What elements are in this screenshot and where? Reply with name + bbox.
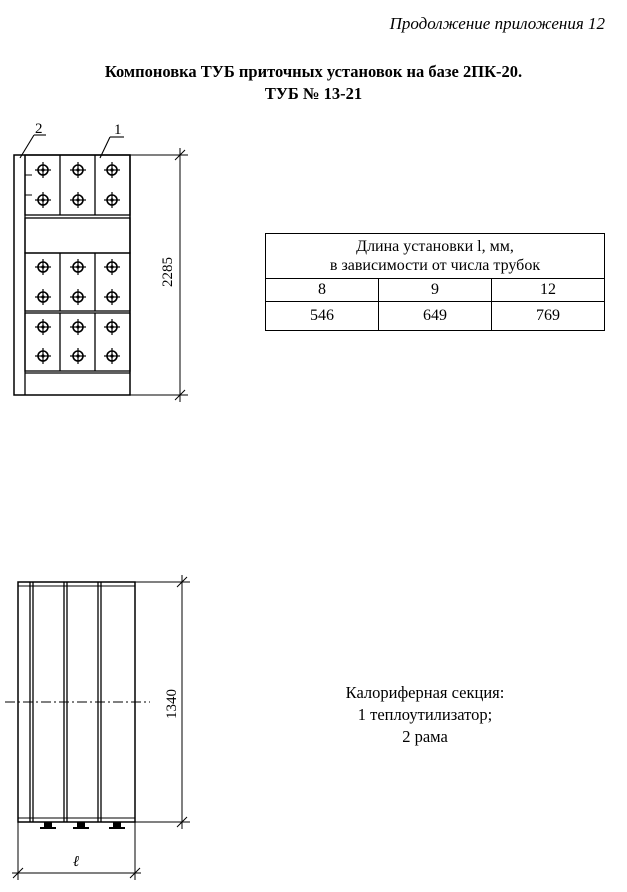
side-view-drawing bbox=[5, 582, 150, 829]
page-title: Компоновка ТУБ приточных установок на базе 2ПК-20. bbox=[104, 62, 523, 81]
table-cell-tubes: 8 bbox=[266, 279, 379, 302]
callout-frame: 2 bbox=[35, 121, 43, 137]
table-cell-length: 649 bbox=[378, 302, 491, 331]
legend-item: 1 теплоутилизатор; bbox=[357, 705, 493, 724]
table-header bbox=[266, 234, 605, 279]
legend-title: Калориферная секция: bbox=[345, 683, 505, 702]
page-subtitle: ТУБ № 13-21 bbox=[264, 84, 363, 103]
table-cell-length: 769 bbox=[491, 302, 604, 331]
callout-heat-recovery: 1 bbox=[114, 122, 122, 138]
appendix-label: Продолжение приложения 12 bbox=[389, 14, 605, 33]
legend-item: 2 рама bbox=[402, 727, 448, 746]
table-header-line1: Длина установки l, мм, bbox=[356, 238, 514, 255]
legend bbox=[300, 682, 550, 748]
table-cell-tubes: 9 bbox=[378, 279, 491, 302]
width-dimension-l: ℓ bbox=[72, 854, 80, 870]
height-dimension-1340: 1340 bbox=[164, 689, 180, 719]
height-dimension-2285: 2285 bbox=[160, 257, 176, 287]
table-header-line2: в зависимости от числа трубок bbox=[329, 257, 541, 274]
table-cell-length: 546 bbox=[266, 302, 379, 331]
length-table bbox=[265, 233, 605, 331]
table-cell-tubes: 12 bbox=[491, 279, 604, 302]
